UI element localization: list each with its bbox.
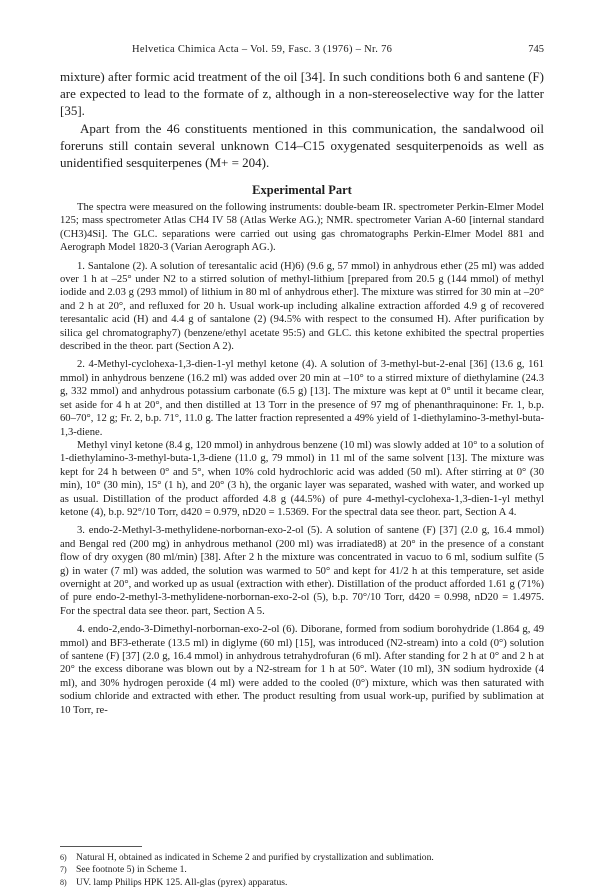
procedure-santalone: 1. Santalone (2). A solution of teresantalic acid (H)6) (9.6 g, 57 mmol) in anhydrous ether (25 ml) was added over 1 h at –25° under N2 to a stirred solution of methyl-lithium [prepared from 20.5 g (144 mmol) of methyl iodide and 2.03 g (293 mmol) of lithium in 80 ml of anhydrous ether]. The mixture was stirred for 30 min at –20° and 2 h at 20°, and refluxed for 20 h. Usual work-up including alkaline extraction afforded 4.9 g of recovered teresantalic acid (H) and 4.4 g of santalone (2) (94.5% with respect to the consumed H). After purification by silica gel chromatography7) (benzene/ethyl acetate 95:5) and GLC. this ketone exhibited the spectral properties described in the theor. part (Section A 2).: [60, 260, 544, 353]
instruments-paragraph: The spectra were measured on the following instruments: double-beam IR. spectrometer Perkin-Elmer Model 125; mass spectrometer Atlas CH4 IV 58 (Atlas Werke AG.); NMR. spectrometer Varian A-60 [internal standard (CH3)4Si]. The GLC. separations were carried out using gas chromatographs Perkin-Elmer Model 881 and Aerograph Model 1820-3 (Varian Aerograph AG.).: [60, 202, 544, 254]
footnote-text: UV. lamp Philips HPK 125. All-glas (pyrex) apparatus.: [76, 876, 288, 888]
intro-paragraph-1: mixture) after formic acid treatment of the oil [34]. In such conditions both 6 and santene (F) are expected to lead to the formate of z, although in a non-stereoselective way for the latter [35].: [60, 69, 544, 118]
page-number: 745: [528, 44, 544, 55]
footnote-rule: [60, 846, 142, 847]
procedure-norbornanol-6: 4. endo-2,endo-3-Dimethyl-norbornan-exo-2-ol (6). Diborane, formed from sodium borohydride (1.864 g, 49 mmol) and BF3-etherate (13.5 ml) in diglyme (60 ml) [15], was introduced (N2-stream) into a cold (0°) solution of santene (F) [37] (2.0 g, 16.4 mmol) in anhydrous tetrahydrofuran (6 ml). After standing for 2 h at 0° and 2 h at 20° the excess diborane was blown out by a N2-stream for 1 h at 50°. Water (10 ml), 3N sodium hydroxide (4 ml), and 30% hydrogen peroxide (4 ml) were added to the cooled (0°) mixture, which was then saturated with sodium chloride and extracted with ether. The product resulting from usual work-up, purified by sublimation at 10 Torr, re-: [60, 624, 544, 716]
footnote-mark: 6): [60, 853, 67, 862]
footnote-text: Natural H, obtained as indicated in Scheme 2 and purified by crystallization and sublimation.: [76, 852, 434, 863]
footnote-7: [60, 864, 544, 876]
procedure-norbornanol-5: 3. endo-2-Methyl-3-methylidene-norbornan-exo-2-ol (5). A solution of santene (F) [37] (2.0 g, 16.4 mmol) and Bengal red (200 mg) in anhydrous methanol (200 ml) was irradiated8) at 20° in the presence of a constant flow of dry oxygen (80 ml/min) [38]. After 2 h the mixture was concentrated in vacuo to 6 ml, sodium sulfite (5 g) in water (7 ml) was added, the solution was warmed to 50° and kept for 41/2 h at this temperature, set aside overnight at 20°, and worked up as usual (extraction with ether). Distillation of the product afforded 1.61 g (71%) of pure endo-2-methyl-3-methylidene-norbornan-exo-2-ol (5), b.p. 70°/10 Torr, d420 = 0.998, nD20 = 1.4975. For the spectral data see theor. part, Section A 5.: [60, 525, 544, 617]
section-heading-experimental: Experimental Part: [252, 183, 352, 197]
intro-paragraph-2: Apart from the 46 constituents mentioned in this communication, the sandalwood oil foreruns still contain several unknown C14–C15 oxygenated sesquiterpenoids as well as unidentified sesquiterpenes (M+ = 204).: [60, 121, 544, 170]
footnote-text: See footnote 5) in Scheme 1.: [76, 864, 187, 876]
journal-running-title: Helvetica Chimica Acta – Vol. 59, Fasc. 3 (1976) – Nr. 76: [132, 44, 393, 55]
intro-text: [60, 68, 544, 171]
experimental-body: [60, 201, 544, 717]
procedure-methyl-ketone: 2. 4-Methyl-cyclohexa-1,3-dien-1-yl methyl ketone (4). A solution of 3-methyl-but-2-enal [36] (13.6 g, 161 mmol) in anhydrous benzene (16.2 ml) was added over 20 min at –10° to a stirred mixture of diethylamine (24.3 g, 332 mmol) and anhydrous potassium carbonate (6.5 g) [13]. The mixture was kept at 0° until it became clear, set aside for 4 h at 20°, and then distilled at 13 Torr in the presence of 97 mg of phenanthraquinone: Fr. 1, b.p. 60–70°, 12 g; Fr. 2, b.p. 71°, 11.0 g. The latter fraction represented a 49% yield of 1-diethylamino-3-methyl-buta-1,3-diene.: [60, 359, 544, 438]
running-header: [60, 44, 544, 58]
footnote-mark: 8): [60, 877, 67, 887]
footnotes: [60, 852, 544, 889]
footnote-8: [60, 877, 544, 889]
footnote-6: [60, 852, 544, 864]
footnote-mark: 7): [60, 865, 67, 875]
procedure-methyl-ketone-continued: Methyl vinyl ketone (8.4 g, 120 mmol) in anhydrous benzene (10 ml) was slowly added at 10° to a solution of 1-diethylamino-3-methyl-buta-1,3-diene (11.0 g, 79 mmol) in 11 ml of the same solvent [13]. The mixture was kept for 24 h between 0° and 5°, when 10% cold hydrochloric acid was added (50 ml). After stirring at 0° (30 min), 10° (30 min), 15° (1 h), and 20° (3 h), the organic layer was separated, washed with water, and worked up as usual. Distillation of the product afforded 4.8 g (44.5%) of pure 4-methyl-cyclohexa-1,3-dien-1-yl methyl ketone (4), b.p. 92°/10 Torr, d420 = 0.979, nD20 = 1.5369. For the spectral data see theor. part, Section A 4.: [60, 439, 544, 518]
